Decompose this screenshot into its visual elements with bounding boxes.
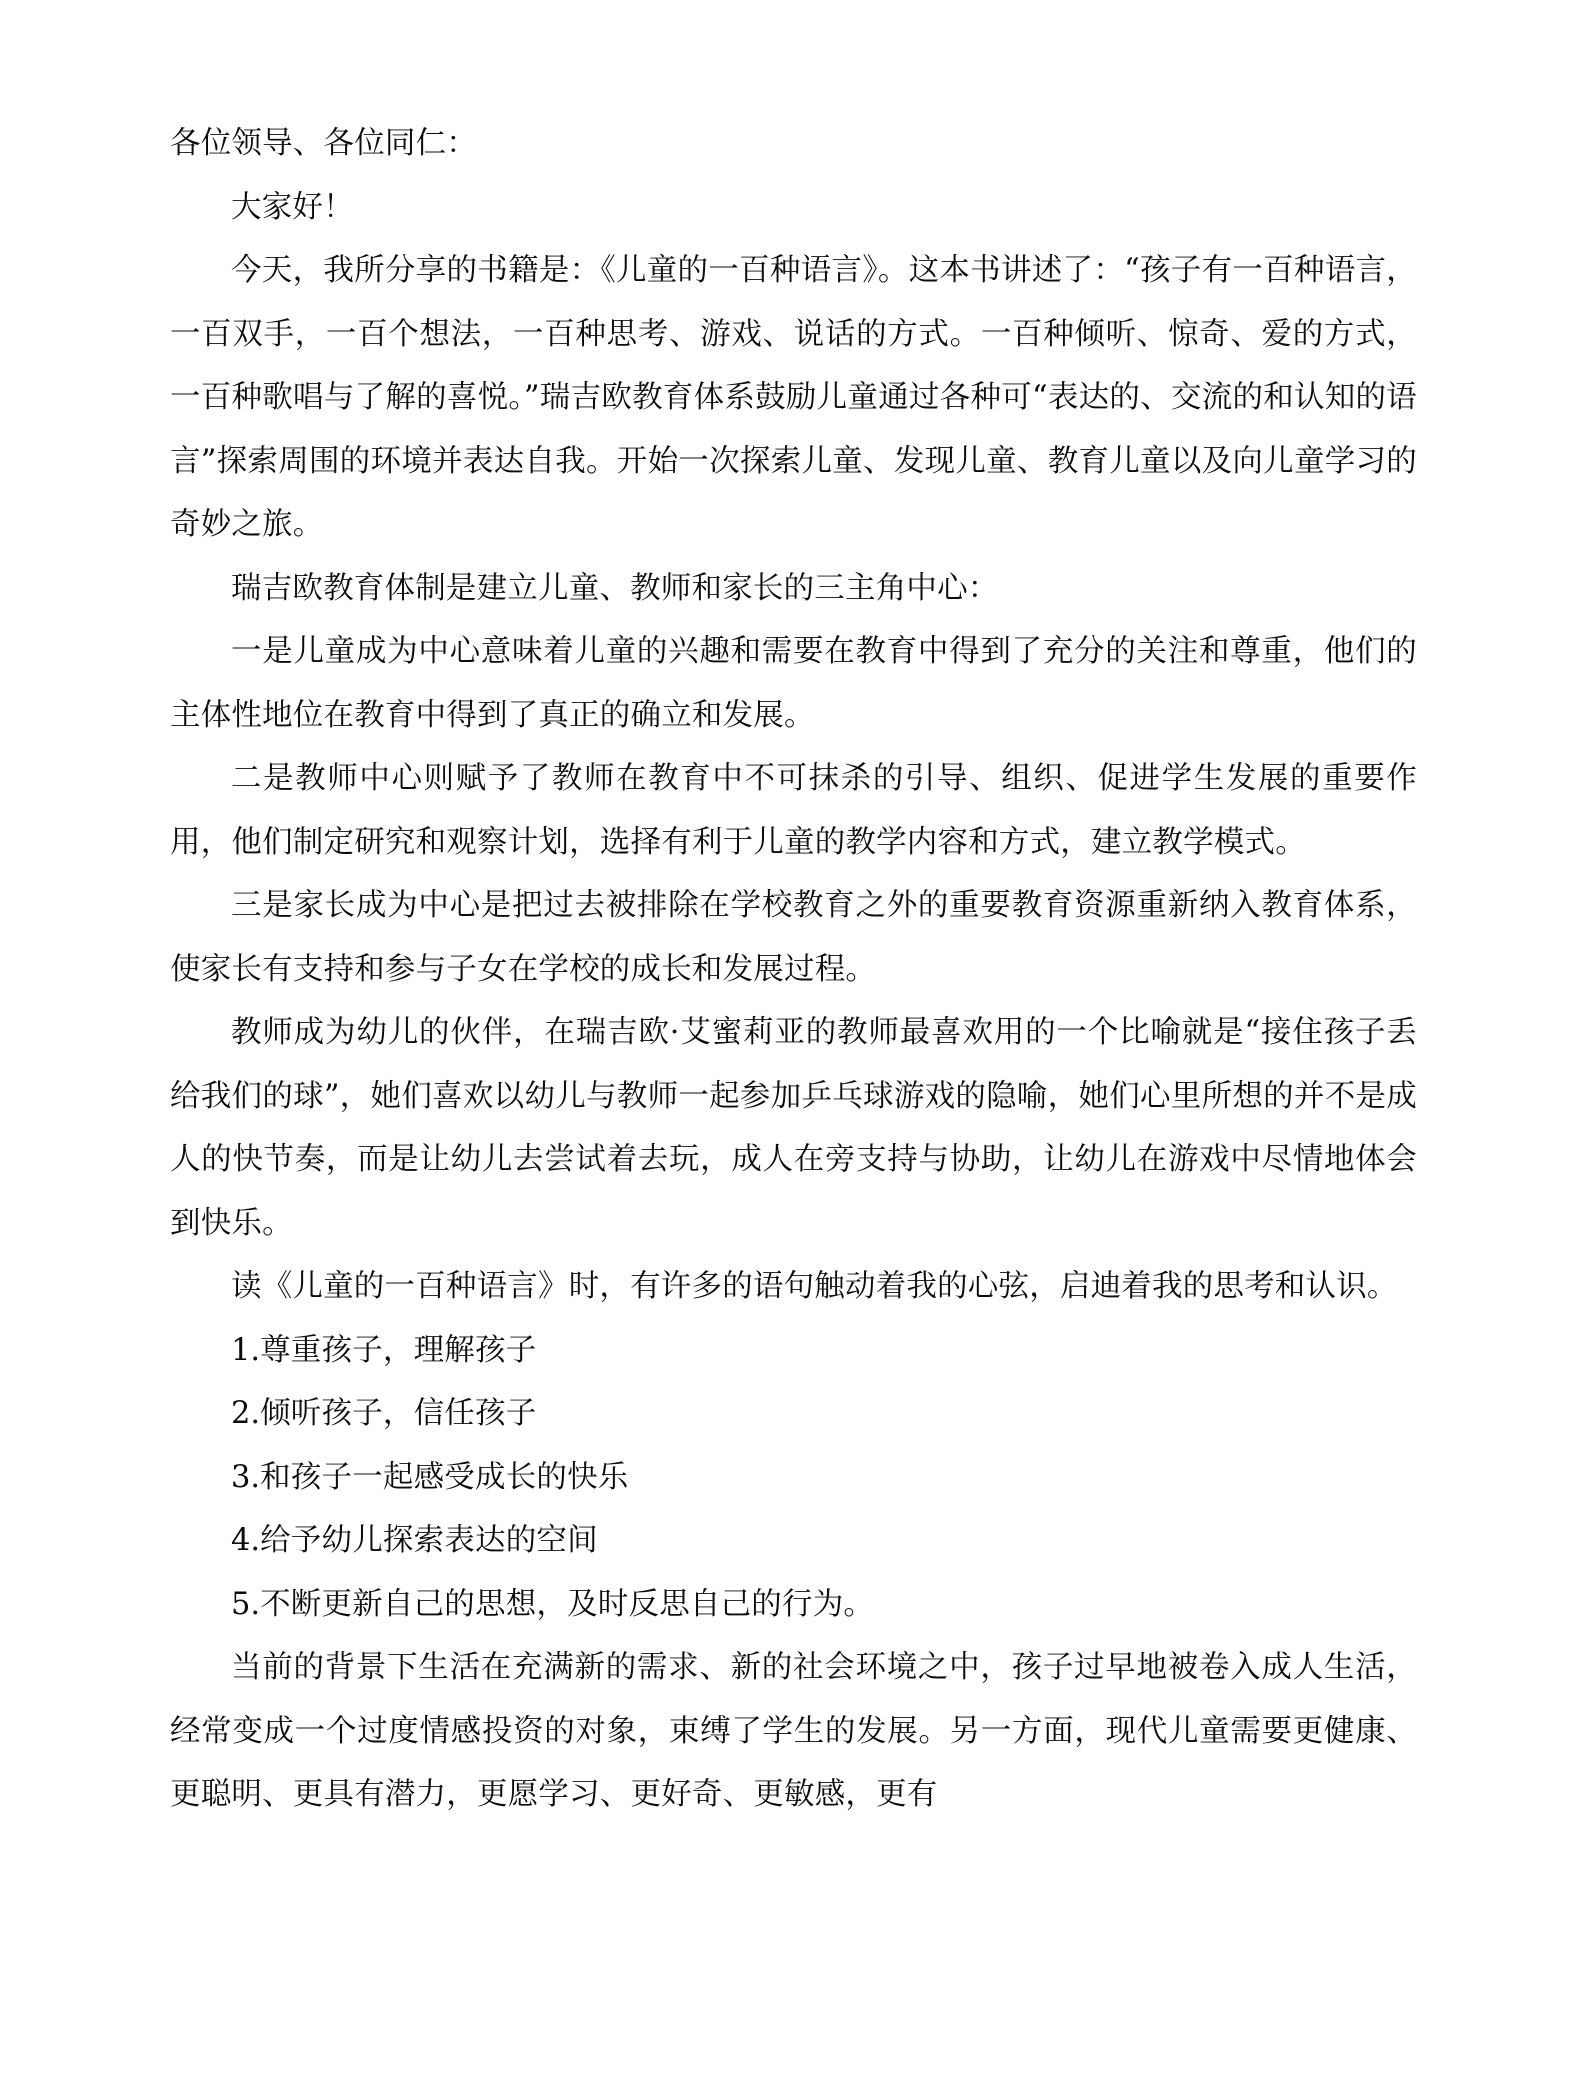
list-item-label: 尊重孩子，理解孩子: [260, 1332, 537, 1368]
paragraph-three-centers-heading: 瑞吉欧教育体制是建立儿童、教师和家长的三主角中心：: [231, 570, 999, 606]
paragraph-introduction: 今天，我所分享的书籍是：《儿童的一百种语言》。这本书讲述了：“孩子有一百种语言，一百双手，一百个想法，一百种思考、游戏、说话的方式。一百种倾听、惊奇、爱的方式，一百种歌唱与了解的喜悦。”瑞吉欧教育体系鼓励儿童通过各种可“表达的、交流的和认知的语言”探索周围的环境并表达自我。开始一次探索儿童、发现儿童、教育儿童以及向儿童学习的奇妙之旅。: [170, 253, 1417, 542]
reflection-list: [170, 1319, 1417, 1637]
paragraph-teacher-as-partner: 教师成为幼儿的伙伴，在瑞吉欧·艾蜜莉亚的教师最喜欢用的一个比喻就是“接住孩子丢给我们的球”，她们喜欢以幼儿与教师一起参加乒乓球游戏的隐喻，她们心里所想的并不是成人的快节奏，而是让幼儿去尝试着去玩，成人在旁支持与协助，让幼儿在游戏中尽情地体会到快乐。: [170, 1015, 1417, 1241]
paragraph-closing: 当前的背景下生活在充满新的需求、新的社会环境之中，孩子过早地被卷入成人生活，经常变成一个过度情感投资的对象，束缚了学生的发展。另一方面，现代儿童需要更健康、更聪明、更具有潜力，更愿学习、更好奇、更敏感，更有: [170, 1650, 1417, 1812]
document-body: [170, 112, 1417, 1827]
list-item: [170, 1573, 1417, 1637]
list-item-number: 1.: [231, 1332, 261, 1368]
paragraph-child-center: 一是儿童成为中心意味着儿童的兴趣和需要在教育中得到了充分的关注和尊重，他们的主体性地位在教育中得到了真正的确立和发展。: [170, 634, 1417, 733]
list-item-label: 给予幼儿探索表达的空间: [260, 1523, 598, 1558]
list-item-label: 倾听孩子，信任孩子: [260, 1396, 537, 1431]
list-item: [170, 1382, 1417, 1446]
paragraph-teacher-center: 二是教师中心则赋予了教师在教育中不可抹杀的引导、组织、促进学生发展的重要作用，他们制定研究和观察计划，选择有利于儿童的教学内容和方式，建立教学模式。: [170, 761, 1417, 860]
list-item-label: 和孩子一起感受成长的快乐: [260, 1459, 629, 1495]
list-item: [170, 1509, 1417, 1573]
list-item-number: 3.: [231, 1459, 261, 1495]
list-item: [170, 1446, 1417, 1510]
salutation-line: 各位领导、各位同仁：: [170, 126, 477, 161]
list-item-number: 4.: [231, 1523, 261, 1558]
list-item-label: 不断更新自己的思想，及时反思自己的行为。: [260, 1586, 875, 1622]
paragraph-reading-reflection: 读《儿童的一百种语言》时，有许多的语句触动着我的心弦，启迪着我的思考和认识。: [231, 1269, 1398, 1304]
list-item-number: 5.: [231, 1586, 261, 1622]
greeting-line: 大家好！: [231, 189, 354, 225]
list-item: [170, 1319, 1417, 1383]
list-item-number: 2.: [231, 1396, 261, 1431]
paragraph-parent-center: 三是家长成为中心是把过去被排除在学校教育之外的重要教育资源重新纳入教育体系，使家长有支持和参与子女在学校的成长和发展过程。: [170, 888, 1417, 987]
